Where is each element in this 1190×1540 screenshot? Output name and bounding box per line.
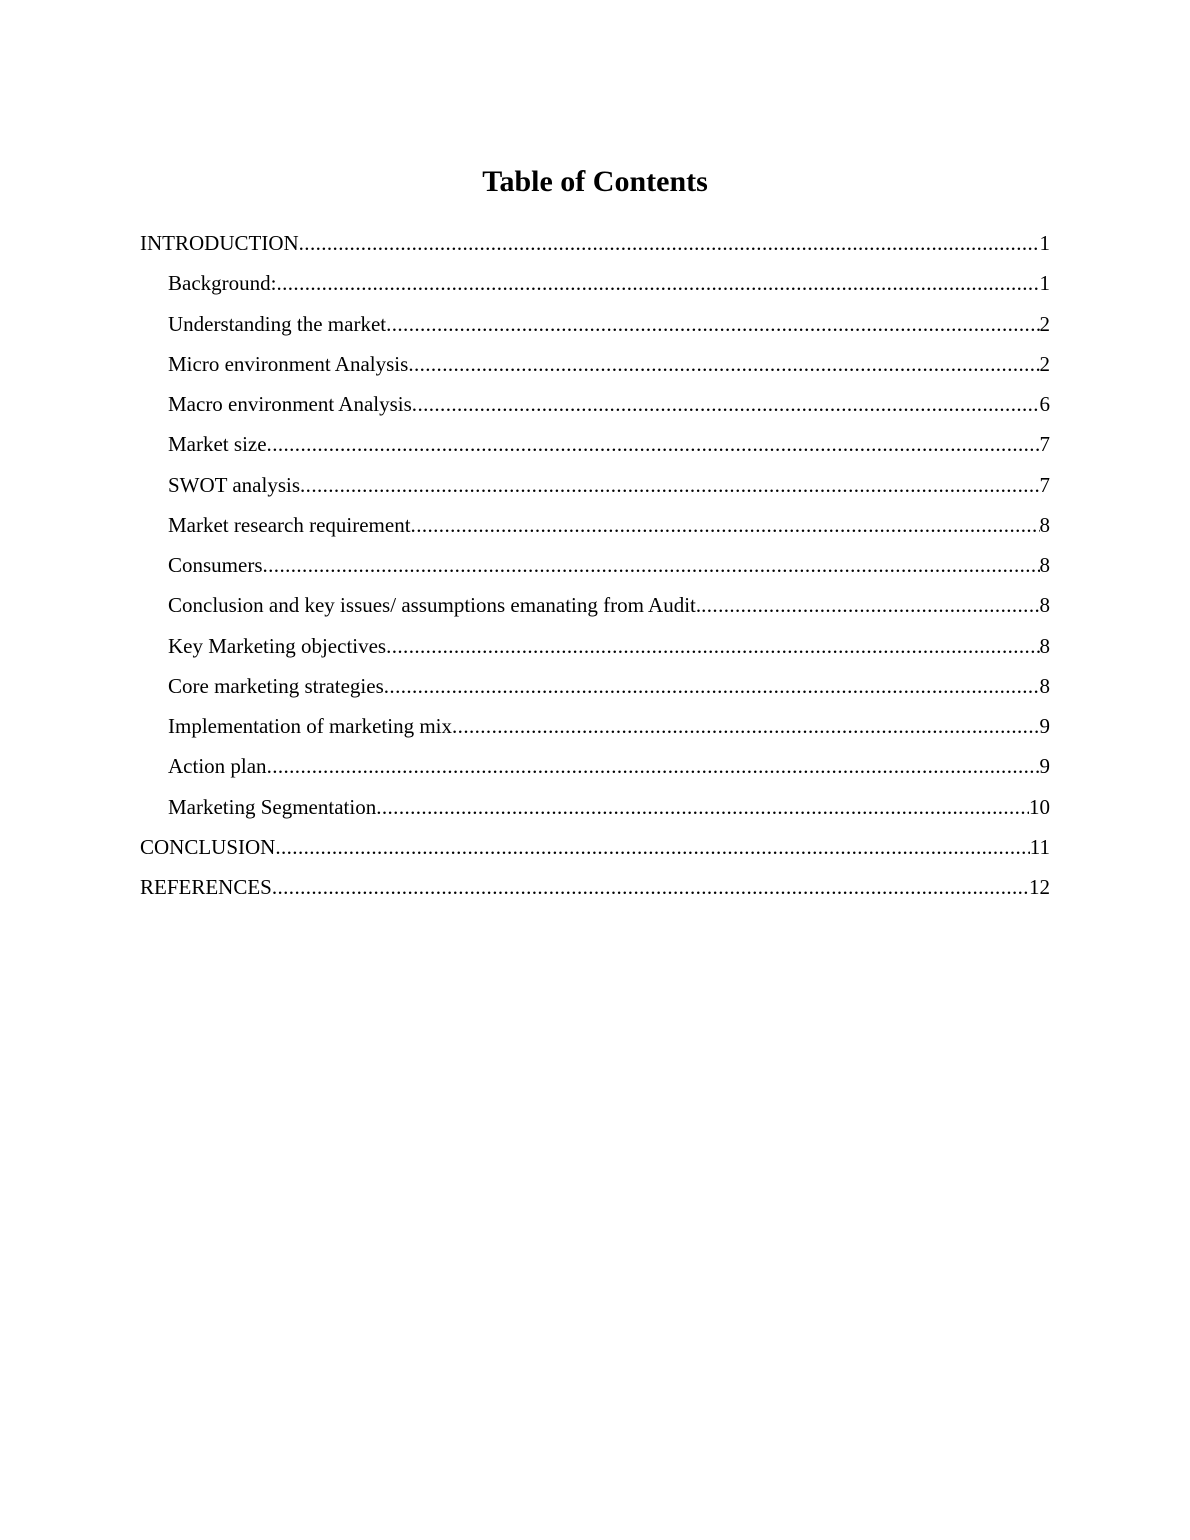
toc-page-number: 12 <box>1029 875 1050 899</box>
toc-page-number: 10 <box>1029 794 1050 819</box>
toc-entry-understanding-the-market[interactable] <box>140 307 1050 347</box>
toc-dot-leader <box>386 629 1039 663</box>
toc-page-number: 2 <box>1039 351 1050 376</box>
toc-entry-key-marketing-objectives[interactable] <box>140 629 1050 669</box>
toc-entry-market-size[interactable] <box>140 427 1050 467</box>
toc-dot-leader <box>275 830 1029 864</box>
toc-page-number: 9 <box>1039 714 1050 738</box>
toc-dot-leader <box>263 548 1040 582</box>
toc-page-number: 8 <box>1039 593 1050 618</box>
toc-entry-swot-analysis[interactable] <box>140 468 1050 508</box>
toc-entry-introduction[interactable] <box>140 226 1050 266</box>
toc-entry-label: SWOT analysis <box>168 472 301 497</box>
toc-entry-label: Key Marketing objectives <box>168 633 387 658</box>
toc-title: Table of Contents <box>482 165 708 198</box>
toc-entry-label: Market size <box>168 432 267 457</box>
toc-page-number: 9 <box>1039 754 1050 779</box>
toc-entry-micro-environment-analysis[interactable] <box>140 347 1050 387</box>
toc-page-number: 6 <box>1039 392 1050 416</box>
toc-entry-label: Understanding the market <box>168 311 387 336</box>
toc-page-number: 2 <box>1039 311 1050 336</box>
toc-dot-leader <box>386 307 1039 341</box>
toc-entry-label: Background: <box>168 271 277 296</box>
toc-entry-conclusion[interactable] <box>140 830 1050 870</box>
toc-dot-leader <box>408 347 1039 381</box>
toc-entry-consumers[interactable] <box>140 548 1050 588</box>
toc-page-number: 8 <box>1039 633 1050 658</box>
toc-entry-market-research-requirement[interactable] <box>140 508 1050 548</box>
toc-entry-conclusion-and-key-issues[interactable] <box>140 588 1050 628</box>
toc-page-number: 11 <box>1029 834 1050 859</box>
toc-entry-core-marketing-strategies[interactable] <box>140 669 1050 709</box>
toc-entry-label: Macro environment Analysis <box>168 392 412 416</box>
toc-page-number: 8 <box>1039 512 1050 537</box>
toc-entry-label: Action plan <box>168 754 267 779</box>
toc-page-number: 8 <box>1039 673 1050 698</box>
toc-page-number: 1 <box>1039 231 1050 255</box>
toc-dot-leader <box>384 669 1040 703</box>
toc-dot-leader <box>452 709 1039 743</box>
toc-entry-label: Consumers <box>168 553 263 577</box>
toc-dot-leader <box>701 588 1039 622</box>
toc-dot-leader <box>267 427 1040 461</box>
toc-entry-label: Micro environment Analysis <box>168 351 409 376</box>
toc-entry-label: Marketing Segmentation <box>168 794 377 819</box>
toc-entry-label: Conclusion and key issues/ assumptions emanating from Audit. <box>168 593 702 618</box>
toc-entry-macro-environment-analysis[interactable] <box>140 387 1050 427</box>
toc-dot-leader <box>272 870 1029 904</box>
toc-page-number: 7 <box>1039 472 1050 497</box>
toc-entry-label: Market research requirement <box>168 512 411 537</box>
toc-entry-label: INTRODUCTION <box>140 231 299 255</box>
toc-page-number: 1 <box>1039 271 1050 296</box>
toc-entry-action-plan[interactable] <box>140 749 1050 789</box>
toc-entry-label: Implementation of marketing mix <box>168 714 453 738</box>
toc-entry-label: CONCLUSION <box>140 834 276 859</box>
toc-entry-references[interactable] <box>140 870 1050 910</box>
toc-page-number: 8 <box>1039 553 1050 577</box>
toc-dot-leader <box>300 468 1039 502</box>
toc-entry-implementation-of-marketing-mix[interactable] <box>140 709 1050 749</box>
toc-entry-label: REFERENCES <box>140 875 272 899</box>
toc-entry-label: Core marketing strategies <box>168 673 384 698</box>
toc-dot-leader <box>411 508 1040 542</box>
toc-entry-marketing-segmentation[interactable] <box>140 790 1050 830</box>
toc-page-number: 7 <box>1039 432 1050 457</box>
toc-dot-leader <box>376 790 1029 824</box>
toc-dot-leader <box>276 266 1039 300</box>
table-of-contents <box>140 226 1050 910</box>
toc-dot-leader <box>412 387 1040 421</box>
toc-dot-leader <box>267 749 1040 783</box>
toc-entry-background[interactable] <box>140 266 1050 306</box>
toc-dot-leader <box>299 226 1040 260</box>
